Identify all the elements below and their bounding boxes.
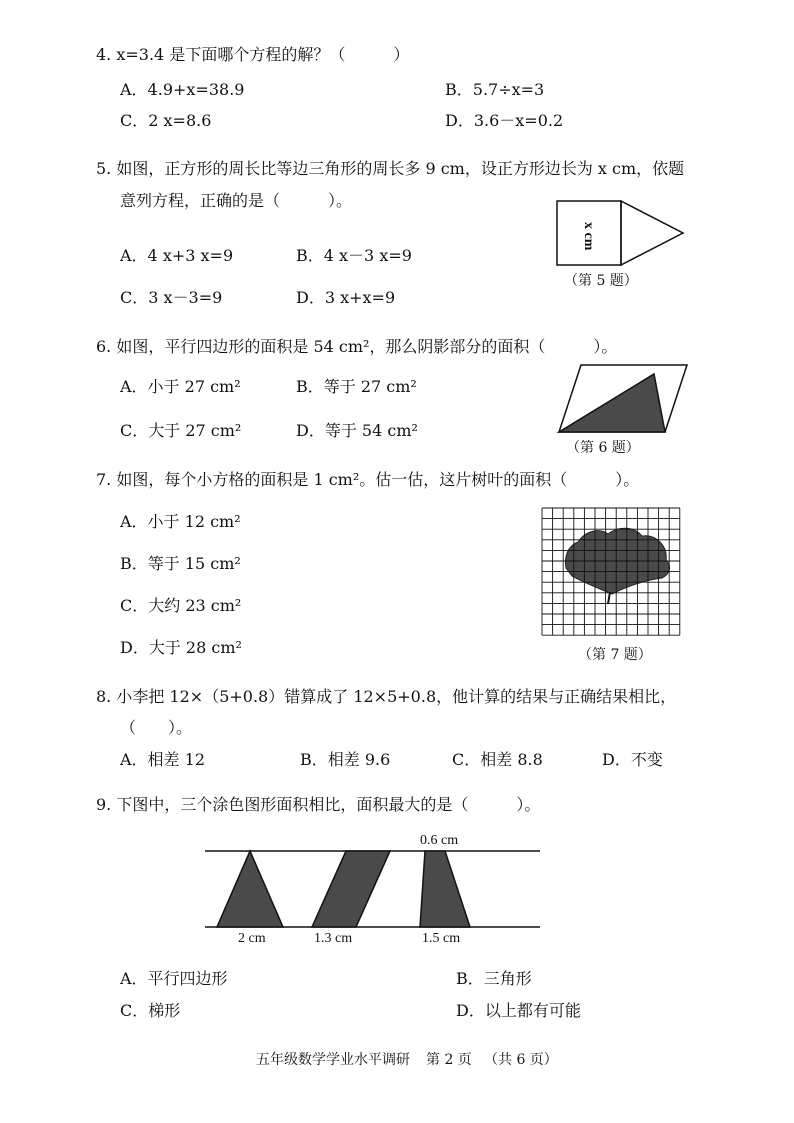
q5-figure [555, 199, 690, 274]
q8-stem-line1: 8. 小李把 12×（5+0.8）错算成了 12×5+0.8，他计算的结果与正确结果相比， [96, 687, 677, 706]
q9-label-top: 0.6 cm [420, 833, 459, 848]
q6-option-a: A．小于 27 cm² [120, 377, 241, 396]
q7-grid-lines [542, 508, 680, 635]
q7-option-d: D．大于 28 cm² [120, 638, 242, 657]
q9-label-trapezoid: 1.5 cm [422, 931, 461, 946]
q4-option-b: B．5.7÷x=3 [445, 80, 545, 99]
q5-stem-line1: 5. 如图，正方形的周长比等边三角形的周长多 9 cm，设正方形边长为 x cm，依题 [96, 159, 685, 178]
q9-option-c: C．梯形 [120, 1001, 181, 1020]
q9-option-d: D．以上都有可能 [456, 1001, 581, 1020]
q5-triangle [621, 201, 683, 265]
q6-option-d: D．等于 54 cm² [296, 421, 418, 440]
q9-parallelogram [312, 851, 390, 927]
q9-label-parallelogram: 1.3 cm [314, 931, 353, 946]
q7-option-a: A．小于 12 cm² [120, 512, 241, 531]
q7-leaf-stem [608, 592, 610, 604]
q5-stem-line2: 意列方程，正确的是（ ）。 [120, 191, 353, 210]
footer-title: 五年级数学学业水平调研 [256, 1052, 410, 1068]
q7-caption: （第 7 题） [578, 647, 652, 663]
q8-option-a: A．相差 12 [120, 750, 206, 769]
q4-stem: 4. x=3.4 是下面哪个方程的解？（ ） [96, 45, 410, 64]
q5-option-b: B．4 x－3 x=9 [296, 246, 412, 265]
q7-stem: 7. 如图，每个小方格的面积是 1 cm²。估一估，这片树叶的面积（ ）。 [96, 470, 640, 489]
q6-figure [556, 362, 691, 437]
q9-figure [200, 845, 545, 935]
q5-caption: （第 5 题） [564, 273, 638, 289]
q5-option-c: C．3 x－3=9 [120, 288, 223, 307]
q9-stem: 9. 下图中，三个涂色图形面积相比，面积最大的是（ ）。 [96, 795, 541, 814]
q7-option-b: B．等于 15 cm² [120, 554, 241, 573]
q9-option-a: A．平行四边形 [120, 969, 228, 988]
q5-option-d: D．3 x+x=9 [296, 288, 396, 307]
q8-stem-line2: （ ）。 [120, 718, 193, 737]
q4-option-c: C．2 x=8.6 [120, 111, 212, 130]
q6-option-c: C．大于 27 cm² [120, 421, 242, 440]
q4-option-a: A．4.9+x=38.9 [120, 80, 245, 99]
q9-label-triangle: 2 cm [238, 931, 266, 946]
q6-stem: 6. 如图，平行四边形的面积是 54 cm²，那么阴影部分的面积（ ）。 [96, 337, 618, 356]
q7-grid-figure [542, 508, 684, 640]
q4-option-d: D．3.6－x=0.2 [445, 111, 564, 130]
q8-option-c: C．相差 8.8 [452, 750, 543, 769]
q9-option-b: B．三角形 [456, 969, 532, 988]
q8-option-b: B．相差 9.6 [300, 750, 391, 769]
q9-trapezoid [420, 851, 470, 927]
q5-option-a: A．4 x+3 x=9 [120, 246, 234, 265]
q9-triangle [217, 851, 283, 927]
q6-caption: （第 6 题） [566, 440, 640, 456]
footer-page: 第 2 页 [426, 1052, 472, 1068]
q5-side-label: x cm [581, 222, 596, 251]
q6-option-b: B．等于 27 cm² [296, 377, 417, 396]
footer-total: （共 6 页） [484, 1052, 558, 1068]
q8-option-d: D．不变 [602, 750, 663, 769]
q7-option-c: C．大约 23 cm² [120, 596, 242, 615]
